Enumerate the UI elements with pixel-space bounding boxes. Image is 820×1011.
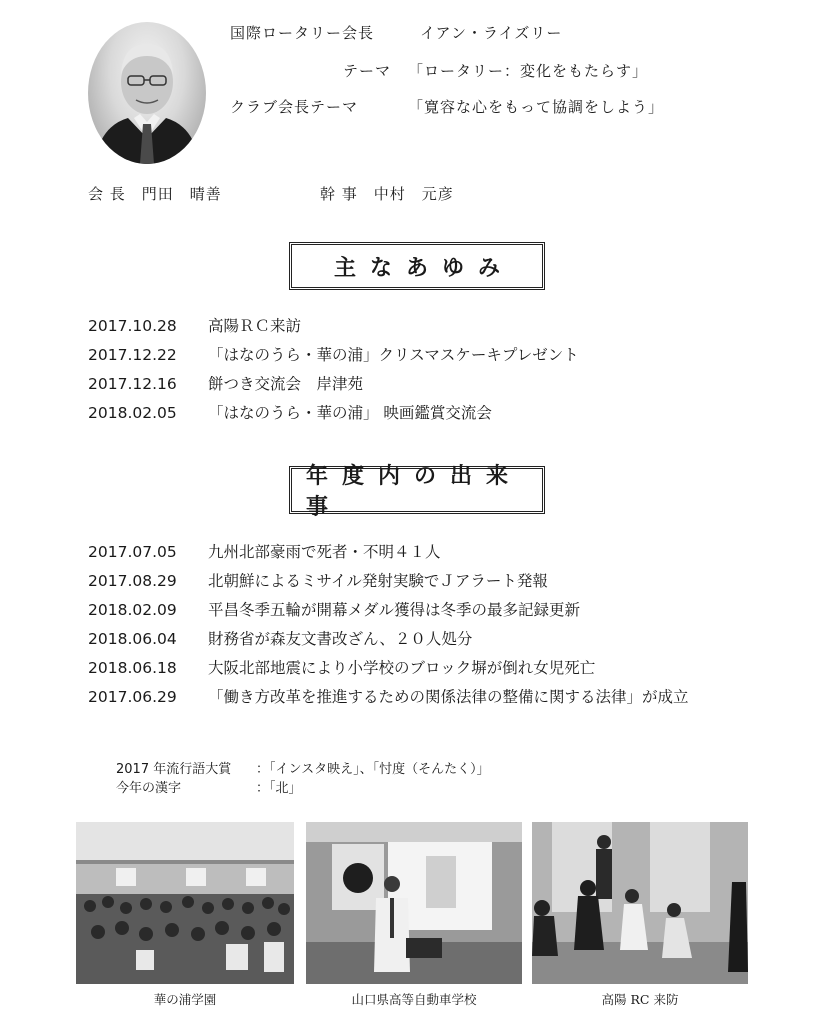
event-date: 2017.07.05 <box>88 543 177 561</box>
event-text: 大阪北部地震により小学校のブロック塀が倒れ女児死亡 <box>208 659 596 677</box>
club-secretary: 幹 事 中村 元彦 <box>320 185 454 203</box>
kanji-value: ：「北」 <box>256 781 302 796</box>
event-text: 高陽ＲＣ来訪 <box>208 317 302 335</box>
list-item <box>88 627 472 649</box>
event-date: 2018.06.18 <box>88 659 177 677</box>
ri-president-name: イアン・ライズリー <box>420 24 563 42</box>
event-text: 「はなのうら・華の浦」クリスマスケーキプレゼント <box>208 346 579 364</box>
event-text: 「はなのうら・華の浦」 映画鑑賞交流会 <box>208 404 492 422</box>
event-date: 2018.02.05 <box>88 404 177 422</box>
theme-label: テーマ <box>343 62 392 80</box>
list-item <box>88 540 441 562</box>
event-text: 財務省が森友文書改ざん、２０人処分 <box>208 630 473 648</box>
photo-caption: 山口県高等自動車学校 <box>351 992 477 1007</box>
list-item <box>88 685 689 707</box>
event-date: 2017.12.16 <box>88 375 177 393</box>
event-date: 2018.02.09 <box>88 601 177 619</box>
event-text: 九州北部豪雨で死者・不明４１人 <box>208 543 441 561</box>
club-president: 会 長 門田 晴善 <box>88 185 222 203</box>
photo-driving-school <box>306 822 522 984</box>
list-item <box>88 401 492 423</box>
event-date: 2017.08.29 <box>88 572 177 590</box>
event-text: 餅つき交流会 岸津苑 <box>208 375 364 393</box>
list-item <box>88 569 548 591</box>
event-date: 2017.10.28 <box>88 317 177 335</box>
section-title-events: 年度内の出来事 <box>289 466 545 514</box>
buzzword-value: ：「インスタ映え」、「忖度（そんたく）」 <box>256 762 490 777</box>
event-text: 北朝鮮によるミサイル発射実験でＪアラート発報 <box>208 572 548 590</box>
list-item <box>88 598 580 620</box>
theme-value: 「ロータリー：変化をもたらす」 <box>408 62 649 80</box>
list-item <box>88 343 579 365</box>
event-text: 平昌冬季五輪が開幕メダル獲得は冬季の最多記録更新 <box>208 601 581 619</box>
list-item <box>88 314 301 336</box>
event-text: 「働き方改革を推進するための関係法律の整備に関する法律」が成立 <box>208 688 689 706</box>
photo-kouyou-rc-visit <box>532 822 748 984</box>
club-theme-label: クラブ会長テーマ <box>230 98 359 116</box>
buzzword-label: 2017 年流行語大賞 <box>116 762 232 777</box>
club-theme-value: 「寛容な心をもって協調をしよう」 <box>408 98 665 116</box>
event-date: 2018.06.04 <box>88 630 177 648</box>
section-title-milestones: 主なあゆみ <box>289 242 545 290</box>
list-item <box>88 656 595 678</box>
event-date: 2017.12.22 <box>88 346 177 364</box>
list-item <box>88 372 363 394</box>
photo-hananoura-gakuen <box>76 822 294 984</box>
event-date: 2017.06.29 <box>88 688 177 706</box>
president-portrait <box>88 22 206 164</box>
kanji-label: 今年の漢字 <box>116 781 182 796</box>
ri-president-label: 国際ロータリー会長 <box>230 24 375 42</box>
photo-caption: 華の浦学園 <box>153 992 217 1007</box>
photo-caption: 高陽 RC 来防 <box>601 992 679 1007</box>
